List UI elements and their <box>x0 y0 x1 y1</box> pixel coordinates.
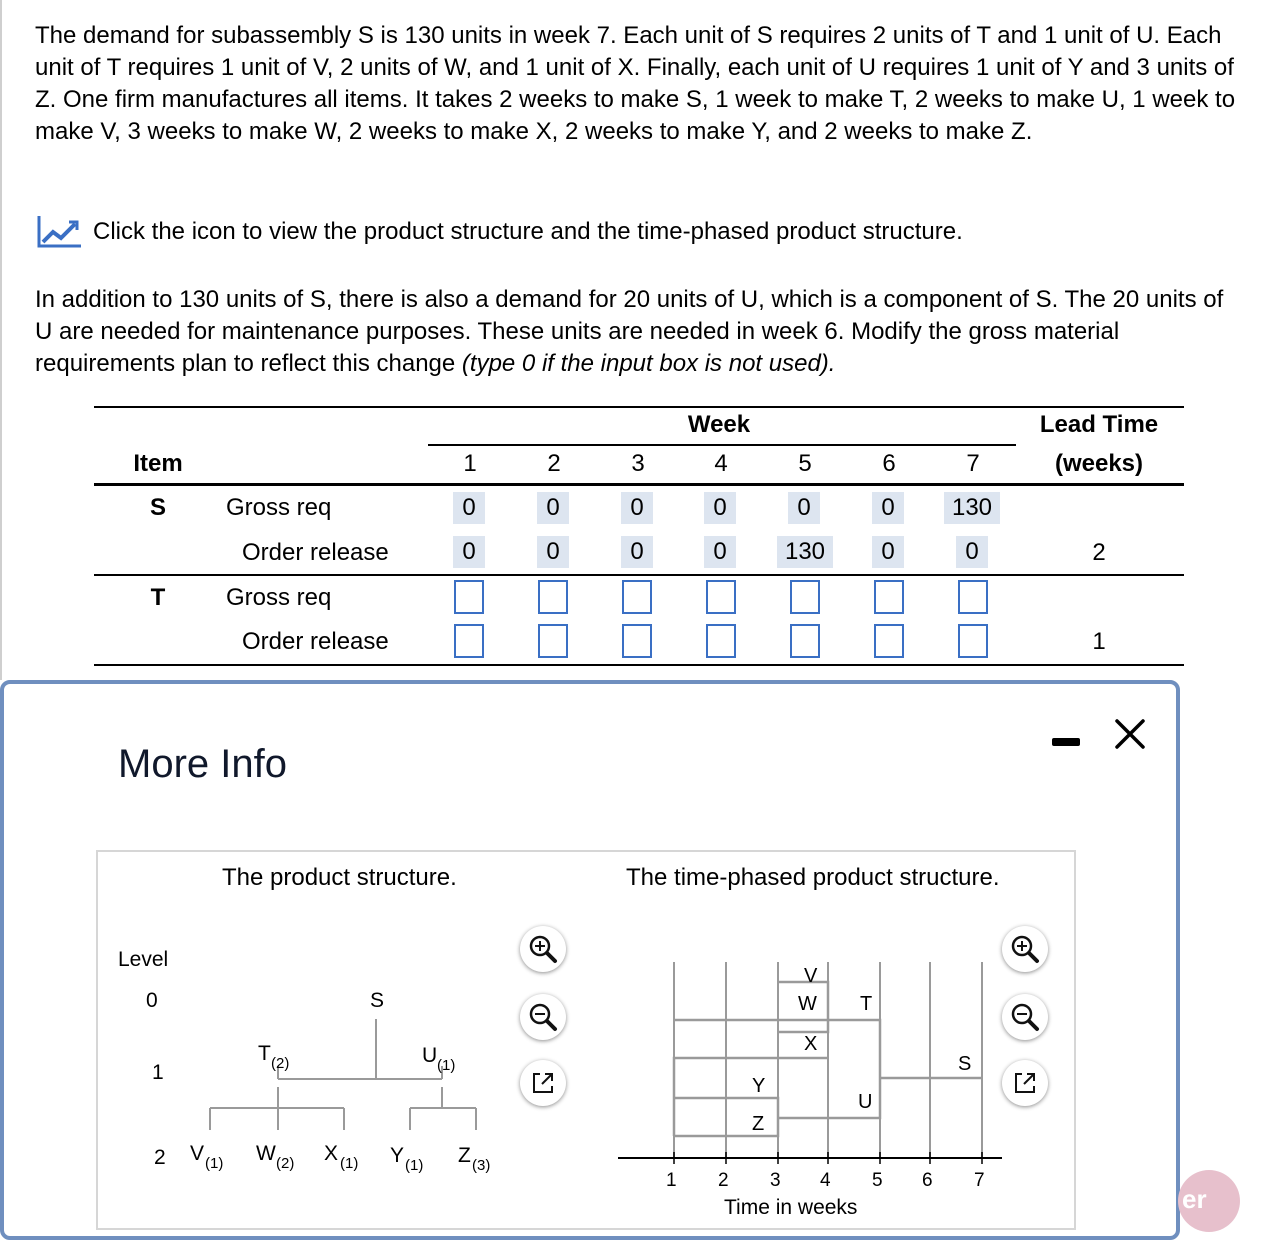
t-order-release-label: Order release <box>242 628 389 655</box>
modal-title: More Info <box>118 742 287 786</box>
axis-label: Time in weeks <box>724 1196 858 1219</box>
lead-time-header: Lead Time <box>1039 411 1159 438</box>
week-1-header: 1 <box>463 450 477 477</box>
t-gross-week-3-input[interactable] <box>622 580 652 614</box>
popout-button-left[interactable] <box>520 1060 566 1106</box>
node-t-qty: (2) <box>271 1055 290 1072</box>
tp-label-t: T <box>860 993 873 1015</box>
s-gross-req-label: Gross req <box>226 494 332 521</box>
s-gross-week-5: 0 <box>788 492 820 524</box>
s-order-release-label: Order release <box>242 539 389 566</box>
t-gross-week-2-input[interactable] <box>538 580 568 614</box>
t-order-week-6-input[interactable] <box>874 624 904 658</box>
s-order-week-4: 0 <box>704 536 736 568</box>
problem-statement <box>35 20 1240 148</box>
chart-line-icon[interactable] <box>35 212 83 252</box>
node-w-qty: (2) <box>276 1155 295 1172</box>
tp-label-v: V <box>804 965 818 987</box>
week-7-header: 7 <box>966 450 980 477</box>
problem-text: The demand for subassembly S is 130 units in week 7. Each unit of S requires 2 units of T and 1 unit of U. Each unit of T requires 1 unit of V, 2 units of W, and 1 unit of X. Finally, each unit of U requires 1 unit of Y and 3 units of Z. One firm manufactures all items. It takes 2 weeks to make S, 1 week to make T, 2 weeks to make U, 1 week to make V, 3 weeks to make W, 2 weeks to make X, 2 weeks to make Y, and 2 weeks to make Z. <box>35 22 1236 145</box>
level-2: 2 <box>154 1146 166 1169</box>
level-label: Level <box>118 948 169 971</box>
week-5-header: 5 <box>798 450 812 477</box>
item-t-label: T <box>150 584 166 611</box>
node-z: Z <box>458 1144 471 1167</box>
t-gross-req-label: Gross req <box>226 584 332 611</box>
figure-panel <box>96 850 1076 1230</box>
time-phased-title: The time-phased product structure. <box>626 864 1000 891</box>
node-u-qty: (1) <box>437 1057 456 1074</box>
t-order-week-1-input[interactable] <box>454 624 484 658</box>
product-structure-title: The product structure. <box>222 864 457 891</box>
more-info-modal <box>0 680 1180 1240</box>
node-z-qty: (3) <box>472 1157 491 1174</box>
floating-action-button[interactable] <box>1178 1170 1240 1232</box>
close-icon <box>1112 716 1148 752</box>
t-gross-week-6-input[interactable] <box>874 580 904 614</box>
t-order-week-2-input[interactable] <box>538 624 568 658</box>
popout-icon <box>529 1069 557 1097</box>
s-gross-week-2: 0 <box>537 492 569 524</box>
tick-4: 4 <box>820 1170 831 1191</box>
t-lead-time: 1 <box>1092 628 1106 655</box>
row-divider-rule <box>94 574 1184 576</box>
node-v-qty: (1) <box>205 1155 224 1172</box>
header-bottom-rule <box>94 483 1184 486</box>
mrp-table <box>94 406 1184 668</box>
product-structure-tree <box>98 912 538 1232</box>
additional-demand-text <box>35 284 1245 380</box>
zoom-in-button-right[interactable] <box>1002 926 1048 972</box>
tp-label-w: W <box>798 993 817 1015</box>
t-order-week-7-input[interactable] <box>958 624 988 658</box>
s-gross-week-6: 0 <box>872 492 904 524</box>
s-order-week-1: 0 <box>453 536 485 568</box>
zoom-out-button-right[interactable] <box>1002 994 1048 1040</box>
tick-6: 6 <box>922 1170 933 1191</box>
node-t: T <box>258 1042 271 1065</box>
fab-text: er <box>1182 1184 1207 1214</box>
minimize-icon <box>1052 738 1080 746</box>
week-3-header: 3 <box>631 450 645 477</box>
click-icon-row <box>35 212 963 252</box>
time-phased-chart <box>618 952 1008 1222</box>
tp-label-y: Y <box>752 1075 766 1097</box>
tp-label-u: U <box>858 1091 873 1113</box>
zoom-out-icon <box>528 1002 558 1032</box>
week-header: Week <box>687 411 751 438</box>
tp-label-s: S <box>958 1053 972 1075</box>
addition-text: In addition to 130 units of S, there is also a demand for 20 units of U, which is a component of S. The 20 units of U are needed for maintenance purposes. These units are needed in week 6. Modify the gross material requirements plan to reflect this change <box>35 286 1224 377</box>
zoom-in-icon <box>1010 934 1040 964</box>
addition-italic-note: (type 0 if the input box is not used). <box>461 350 836 377</box>
zoom-out-button-left[interactable] <box>520 994 566 1040</box>
zoom-in-button-left[interactable] <box>520 926 566 972</box>
s-order-week-3: 0 <box>621 536 653 568</box>
left-border <box>0 0 2 680</box>
t-gross-week-1-input[interactable] <box>454 580 484 614</box>
close-button[interactable] <box>1112 716 1148 752</box>
t-gross-week-5-input[interactable] <box>790 580 820 614</box>
node-w: W <box>256 1142 276 1165</box>
week-header-rule <box>428 444 1016 446</box>
node-u: U <box>422 1044 438 1067</box>
popout-button-right[interactable] <box>1002 1060 1048 1106</box>
lead-time-header-units: (weeks) <box>1054 450 1144 477</box>
tick-3: 3 <box>770 1170 781 1191</box>
node-x: X <box>324 1142 339 1165</box>
level-0: 0 <box>146 989 158 1012</box>
tick-2: 2 <box>718 1170 729 1191</box>
s-order-week-5: 130 <box>777 536 833 568</box>
item-header: Item <box>133 450 183 477</box>
zoom-out-icon <box>1010 1002 1040 1032</box>
week-6-header: 6 <box>882 450 896 477</box>
tick-5: 5 <box>872 1170 883 1191</box>
node-v: V <box>190 1142 205 1165</box>
zoom-in-icon <box>528 934 558 964</box>
node-y-qty: (1) <box>405 1157 424 1174</box>
level-1: 1 <box>152 1061 164 1084</box>
tp-label-x: X <box>804 1033 818 1055</box>
tp-label-z: Z <box>752 1113 765 1135</box>
click-icon-text: Click the icon to view the product structure and the time-phased product structure. <box>93 218 963 245</box>
node-y: Y <box>390 1144 405 1167</box>
minimize-button[interactable] <box>1052 732 1080 742</box>
t-order-week-5-input[interactable] <box>790 624 820 658</box>
s-gross-week-4: 0 <box>704 492 736 524</box>
t-gross-week-4-input[interactable] <box>706 580 736 614</box>
s-gross-week-7: 130 <box>944 492 1000 524</box>
node-s: S <box>370 989 385 1012</box>
t-order-week-3-input[interactable] <box>622 624 652 658</box>
week-4-header: 4 <box>714 450 728 477</box>
s-lead-time: 2 <box>1092 539 1106 566</box>
tick-1: 1 <box>666 1170 677 1191</box>
week-2-header: 2 <box>547 450 561 477</box>
tick-7: 7 <box>974 1170 985 1191</box>
s-order-week-2: 0 <box>537 536 569 568</box>
item-s-label: S <box>149 494 166 521</box>
s-gross-week-3: 0 <box>621 492 653 524</box>
popout-icon <box>1011 1069 1039 1097</box>
t-gross-week-7-input[interactable] <box>958 580 988 614</box>
s-order-week-7: 0 <box>956 536 988 568</box>
s-order-week-6: 0 <box>872 536 904 568</box>
table-top-rule <box>94 406 1184 408</box>
s-gross-week-1: 0 <box>453 492 485 524</box>
table-bottom-rule <box>94 664 1184 666</box>
t-order-week-4-input[interactable] <box>706 624 736 658</box>
node-x-qty: (1) <box>340 1155 359 1172</box>
